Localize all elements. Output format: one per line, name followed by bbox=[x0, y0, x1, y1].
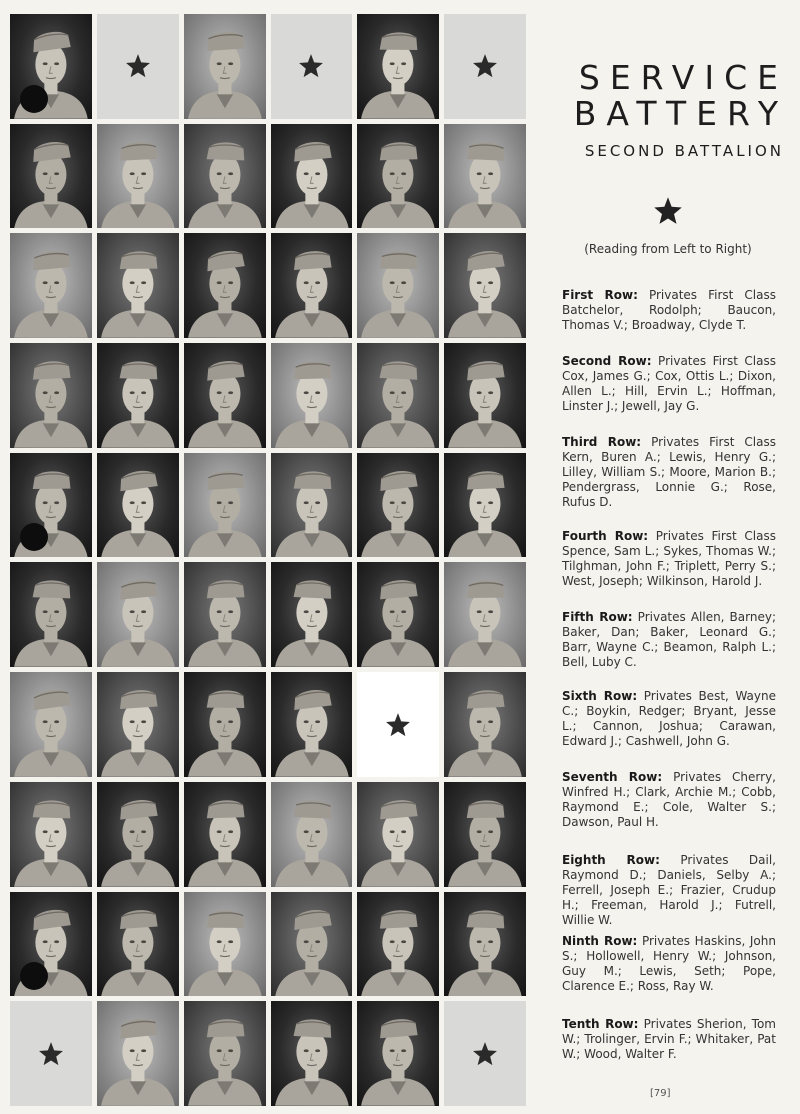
portrait-figure bbox=[271, 233, 353, 338]
row-caption-text: Privates First Class Batchelor, Rodolph; Baucon, Thomas V.; Broadway, Clyde T. bbox=[562, 288, 776, 332]
portrait-figure bbox=[444, 343, 526, 448]
row-caption-4 bbox=[562, 529, 776, 589]
portrait-figure bbox=[184, 453, 266, 558]
portrait-photo bbox=[10, 343, 92, 448]
portrait-photo bbox=[10, 14, 92, 119]
heading-block bbox=[556, 58, 788, 256]
portrait-photo bbox=[357, 892, 439, 997]
portrait-photo bbox=[444, 233, 526, 338]
portrait-figure bbox=[271, 1001, 353, 1106]
portrait-figure bbox=[271, 892, 353, 997]
portrait-figure bbox=[357, 1001, 439, 1106]
star-placeholder-cell bbox=[271, 14, 353, 119]
star-icon bbox=[472, 53, 498, 79]
star-icon bbox=[125, 53, 151, 79]
portrait-figure bbox=[271, 124, 353, 229]
portrait-photo bbox=[444, 782, 526, 887]
portrait-figure bbox=[184, 1001, 266, 1106]
portrait-figure bbox=[184, 343, 266, 448]
portrait-photo bbox=[97, 672, 179, 777]
star-placeholder-cell bbox=[444, 1001, 526, 1106]
portrait-photo bbox=[97, 233, 179, 338]
portrait-figure bbox=[184, 672, 266, 777]
row-caption-10 bbox=[562, 1017, 776, 1062]
portrait-photo bbox=[97, 124, 179, 229]
row-caption-5 bbox=[562, 610, 776, 670]
portrait-photo bbox=[184, 233, 266, 338]
portrait-photo bbox=[271, 562, 353, 667]
portrait-figure bbox=[10, 233, 92, 338]
portrait-photo bbox=[10, 672, 92, 777]
portrait-figure bbox=[271, 343, 353, 448]
page-subtitle: SECOND BATTALION bbox=[584, 142, 784, 160]
portrait-photo bbox=[10, 233, 92, 338]
row-caption-label: Sixth Row: bbox=[562, 689, 638, 703]
portrait-figure bbox=[97, 892, 179, 997]
portrait-figure bbox=[184, 782, 266, 887]
portrait-figure bbox=[10, 782, 92, 887]
portrait-figure bbox=[271, 782, 353, 887]
portrait-photo bbox=[357, 1001, 439, 1106]
row-caption-2 bbox=[562, 354, 776, 414]
portrait-figure bbox=[357, 14, 439, 119]
star-icon bbox=[472, 1041, 498, 1067]
portrait-figure bbox=[97, 233, 179, 338]
row-caption-text: Privates First Class Cox, James G.; Cox, Ottis L.; Dixon, Allen L.; Hill, Ervin L.; Hoffman, Linster J.; Jewell, Jay G. bbox=[562, 354, 776, 413]
portrait-photo bbox=[97, 562, 179, 667]
row-caption-text: Privates Cherry, Winfred H.; Clark, Archie M.; Cobb, Raymond E.; Cole, Walter S.; Dawson, Paul H. bbox=[562, 770, 776, 829]
portrait-figure bbox=[357, 233, 439, 338]
row-caption-text: Privates Sherion, Tom W.; Trolinger, Ervin F.; Whitaker, Pat W.; Wood, Walter F. bbox=[562, 1017, 776, 1061]
portrait-photo bbox=[444, 124, 526, 229]
portrait-figure bbox=[271, 562, 353, 667]
page-title-line-2: BATTERY bbox=[573, 94, 788, 133]
portrait-photo bbox=[271, 672, 353, 777]
star-placeholder-cell bbox=[357, 672, 439, 777]
portrait-figure bbox=[271, 672, 353, 777]
portrait-figure bbox=[444, 672, 526, 777]
row-caption-6 bbox=[562, 689, 776, 749]
portrait-photo bbox=[357, 233, 439, 338]
row-caption-text: Privates First Class Kern, Buren A.; Lewis, Henry G.; Lilley, William S.; Moore, Marion B.; Pendergrass, Lonnie G.; Rose, Rufus D. bbox=[562, 435, 776, 509]
portrait-figure bbox=[184, 892, 266, 997]
row-caption-label: Ninth Row: bbox=[562, 934, 638, 948]
portrait-figure bbox=[444, 453, 526, 558]
portrait-photo bbox=[184, 782, 266, 887]
row-caption-label: Second Row: bbox=[562, 354, 652, 368]
row-caption-text: Privates First Class Spence, Sam L.; Sykes, Thomas W.; Tilghman, John F.; Triplett, Perry S.; West, Joseph; Wilkinson, Harold J. bbox=[562, 529, 776, 588]
portrait-photo bbox=[184, 892, 266, 997]
portrait-photo bbox=[444, 672, 526, 777]
row-caption-label: Eighth Row: bbox=[562, 853, 660, 867]
portrait-photo bbox=[184, 1001, 266, 1106]
portrait-figure bbox=[357, 124, 439, 229]
row-caption-label: First Row: bbox=[562, 288, 638, 302]
portrait-figure bbox=[444, 782, 526, 887]
star-icon bbox=[385, 712, 411, 738]
portrait-figure bbox=[97, 782, 179, 887]
portrait-photo bbox=[10, 892, 92, 997]
row-caption-7 bbox=[562, 770, 776, 830]
star-placeholder-cell bbox=[10, 1001, 92, 1106]
portrait-figure bbox=[97, 343, 179, 448]
row-caption-label: Tenth Row: bbox=[562, 1017, 639, 1031]
portrait-figure bbox=[184, 562, 266, 667]
portrait-photo bbox=[444, 453, 526, 558]
portrait-photo bbox=[444, 343, 526, 448]
reading-note: (Reading from Left to Right) bbox=[584, 242, 752, 256]
row-caption-text: Privates Dail, Raymond D.; Daniels, Selby A.; Ferrell, Joseph E.; Frazier, Crudup H.; Freeman, Harold J.; Futrell, Willie W. bbox=[562, 853, 776, 927]
portrait-figure bbox=[97, 672, 179, 777]
portrait-photo bbox=[271, 343, 353, 448]
page-number: [79] bbox=[650, 1088, 671, 1099]
star-placeholder-cell bbox=[97, 14, 179, 119]
portrait-figure bbox=[444, 562, 526, 667]
portrait-photo bbox=[97, 453, 179, 558]
row-caption-text: Privates Haskins, John S.; Hollowell, Henry W.; Johnson, Guy M.; Lewis, Seth; Pope, Clarence E.; Ross, Ray W. bbox=[562, 934, 776, 993]
portrait-photo bbox=[271, 233, 353, 338]
portrait-photo bbox=[357, 562, 439, 667]
portrait-photo bbox=[357, 782, 439, 887]
portrait-figure bbox=[271, 453, 353, 558]
portrait-figure bbox=[97, 1001, 179, 1106]
portrait-photo bbox=[357, 124, 439, 229]
portrait-figure bbox=[97, 453, 179, 558]
portrait-figure bbox=[357, 562, 439, 667]
portrait-photo bbox=[444, 562, 526, 667]
portrait-figure bbox=[444, 233, 526, 338]
portrait-figure bbox=[357, 343, 439, 448]
row-caption-label: Fifth Row: bbox=[562, 610, 633, 624]
portrait-photo bbox=[97, 1001, 179, 1106]
row-caption-9 bbox=[562, 934, 776, 994]
portrait-figure bbox=[10, 343, 92, 448]
row-caption-label: Seventh Row: bbox=[562, 770, 663, 784]
portrait-figure bbox=[10, 562, 92, 667]
portrait-figure bbox=[357, 453, 439, 558]
portrait-photo bbox=[271, 1001, 353, 1106]
portrait-figure bbox=[444, 124, 526, 229]
portrait-figure bbox=[184, 14, 266, 119]
portrait-photo bbox=[184, 124, 266, 229]
portrait-figure bbox=[97, 562, 179, 667]
portrait-figure bbox=[97, 124, 179, 229]
portrait-photo bbox=[271, 124, 353, 229]
portrait-photo bbox=[10, 562, 92, 667]
portrait-photo bbox=[271, 892, 353, 997]
star-icon bbox=[653, 196, 683, 226]
portrait-photo bbox=[10, 124, 92, 229]
portrait-figure bbox=[444, 892, 526, 997]
row-caption-1 bbox=[562, 288, 776, 333]
row-caption-3 bbox=[562, 435, 776, 510]
row-caption-8 bbox=[562, 853, 776, 928]
portrait-photo bbox=[10, 782, 92, 887]
star-icon bbox=[38, 1041, 64, 1067]
row-caption-text: Privates Allen, Barney; Baker, Dan; Baker, Leonard G.; Barr, Wayne C.; Beamon, Ralph L.; Bell, Luby C. bbox=[562, 610, 776, 669]
portrait-photo bbox=[444, 892, 526, 997]
portrait-photo bbox=[10, 453, 92, 558]
portrait-photo bbox=[271, 453, 353, 558]
portrait-figure bbox=[357, 782, 439, 887]
portrait-figure bbox=[184, 124, 266, 229]
portrait-figure bbox=[10, 672, 92, 777]
portrait-photo bbox=[184, 453, 266, 558]
black-dot-marker bbox=[20, 85, 48, 113]
portrait-photo bbox=[184, 343, 266, 448]
portrait-photo bbox=[357, 14, 439, 119]
portrait-photo bbox=[184, 562, 266, 667]
portrait-figure bbox=[357, 892, 439, 997]
portrait-photo bbox=[357, 343, 439, 448]
portrait-photo bbox=[97, 343, 179, 448]
portrait-grid bbox=[10, 14, 526, 1106]
portrait-photo bbox=[97, 782, 179, 887]
row-caption-text: Privates Best, Wayne C.; Boykin, Redger; Bryant, Jesse L.; Cannon, Joshua; Carawan, Edward J.; Cashwell, John G. bbox=[562, 689, 776, 748]
portrait-photo bbox=[271, 782, 353, 887]
row-caption-label: Fourth Row: bbox=[562, 529, 649, 543]
portrait-figure bbox=[10, 124, 92, 229]
portrait-photo bbox=[184, 672, 266, 777]
portrait-figure bbox=[184, 233, 266, 338]
star-icon bbox=[298, 53, 324, 79]
star-placeholder-cell bbox=[444, 14, 526, 119]
portrait-photo bbox=[357, 453, 439, 558]
row-caption-label: Third Row: bbox=[562, 435, 642, 449]
portrait-photo bbox=[184, 14, 266, 119]
page-title-line-1: SERVICE bbox=[578, 58, 788, 97]
portrait-photo bbox=[97, 892, 179, 997]
